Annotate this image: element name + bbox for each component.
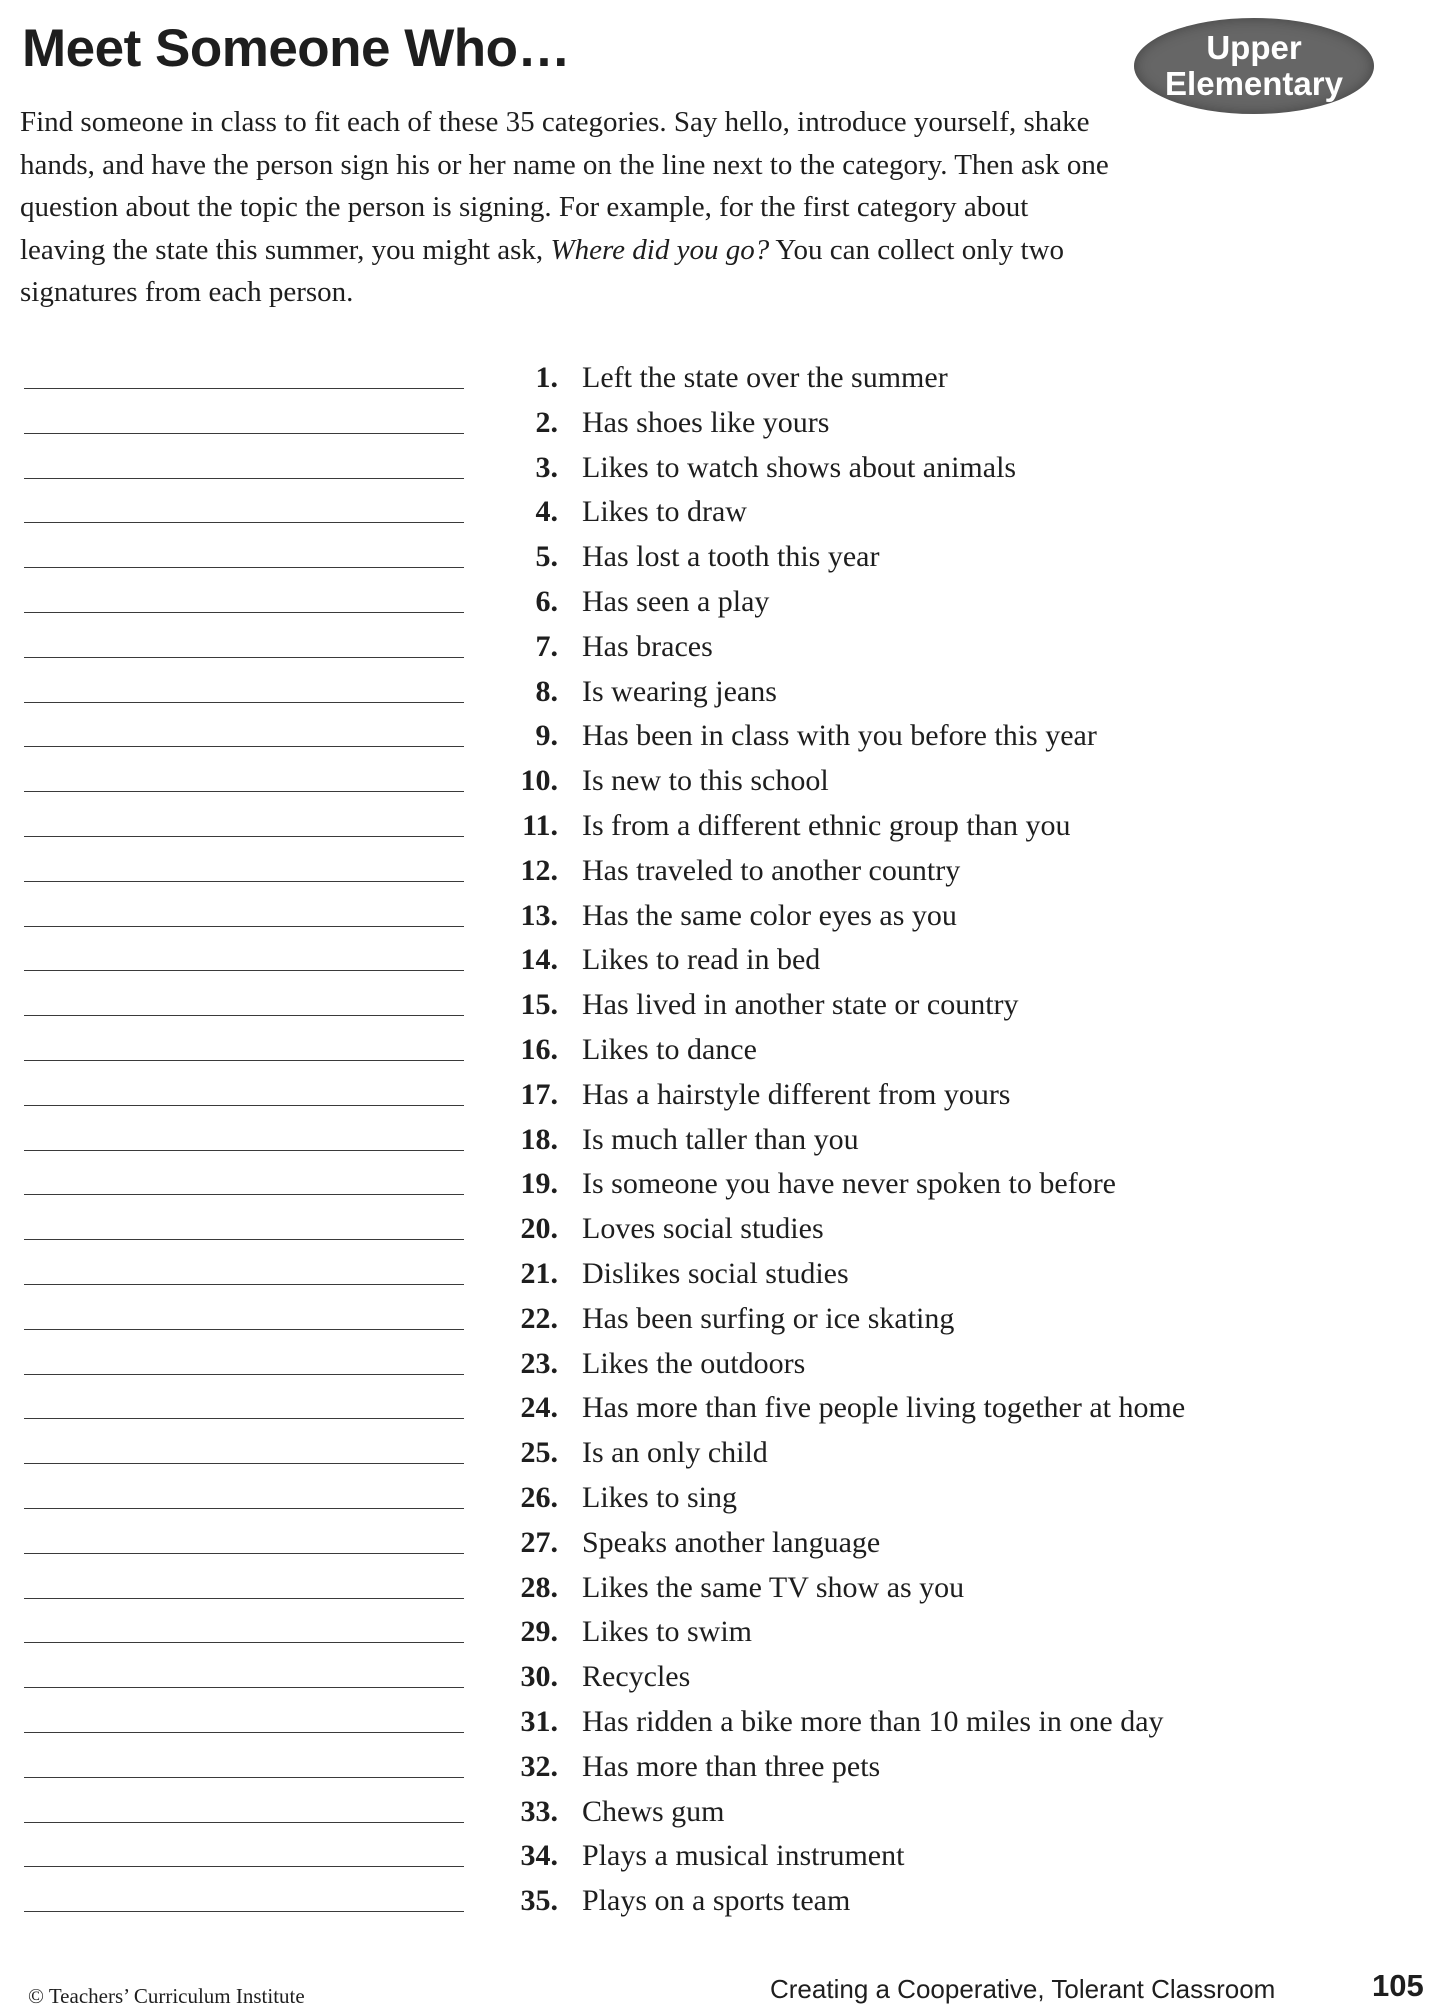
signature-line[interactable] — [24, 881, 464, 882]
category-number: 10. — [520, 764, 558, 798]
category-label: Has lost a tooth this year — [582, 540, 880, 574]
category-number: 11. — [522, 808, 558, 842]
signature-line[interactable] — [24, 657, 464, 658]
badge-line-1: Upper — [1206, 29, 1302, 66]
signature-line[interactable] — [24, 522, 464, 523]
category-label: Speaks another language — [582, 1525, 881, 1559]
signature-line[interactable] — [24, 1777, 464, 1778]
category-row — [0, 1164, 1440, 1209]
signature-line[interactable] — [24, 567, 464, 568]
signature-line[interactable] — [24, 970, 464, 971]
category-label: Has shoes like yours — [582, 405, 830, 439]
copyright-notice: © Teachers’ Curriculum Institute — [28, 1984, 305, 2008]
signature-line[interactable] — [24, 746, 464, 747]
category-label: Likes the same TV show as you — [582, 1570, 965, 1604]
category-label: Has lived in another state or country — [582, 988, 1019, 1022]
badge-line-2: Elementary — [1165, 65, 1343, 102]
category-number: 31. — [520, 1704, 558, 1738]
signature-line[interactable] — [24, 1418, 464, 1419]
category-row — [0, 1030, 1440, 1075]
signature-line[interactable] — [24, 1553, 464, 1554]
category-number: 24. — [520, 1391, 558, 1425]
category-row — [0, 940, 1440, 985]
category-label: Is much taller than you — [582, 1122, 859, 1156]
category-number: 12. — [520, 853, 558, 887]
category-label: Likes to sing — [582, 1480, 737, 1514]
signature-line[interactable] — [24, 1642, 464, 1643]
category-number: 34. — [520, 1839, 558, 1873]
category-number: 14. — [520, 943, 558, 977]
category-row — [0, 1612, 1440, 1657]
category-number: 6. — [535, 584, 558, 618]
category-row — [0, 1433, 1440, 1478]
category-label: Has a hairstyle different from yours — [582, 1077, 1011, 1111]
category-number: 32. — [520, 1749, 558, 1783]
signature-line[interactable] — [24, 612, 464, 613]
category-row — [0, 492, 1440, 537]
category-list — [0, 358, 1440, 1926]
category-label: Plays a musical instrument — [582, 1839, 905, 1873]
signature-line[interactable] — [24, 1822, 464, 1823]
category-row — [0, 716, 1440, 761]
instructions-example-question: Where did you go? — [550, 233, 770, 266]
category-number: 28. — [520, 1570, 558, 1604]
category-row — [0, 403, 1440, 448]
category-row — [0, 627, 1440, 672]
category-number: 30. — [520, 1660, 558, 1694]
category-number: 8. — [535, 674, 558, 708]
signature-line[interactable] — [24, 1194, 464, 1195]
signature-line[interactable] — [24, 388, 464, 389]
category-row — [0, 985, 1440, 1030]
signature-line[interactable] — [24, 1598, 464, 1599]
category-number: 3. — [535, 450, 558, 484]
category-number: 27. — [520, 1525, 558, 1559]
category-number: 26. — [520, 1480, 558, 1514]
category-label: Is new to this school — [582, 764, 829, 798]
category-number: 21. — [520, 1256, 558, 1290]
category-row — [0, 896, 1440, 941]
category-label: Has more than five people living together at home — [582, 1391, 1186, 1425]
category-row — [0, 851, 1440, 896]
category-number: 23. — [520, 1346, 558, 1380]
category-number: 13. — [520, 898, 558, 932]
category-label: Chews gum — [582, 1794, 725, 1828]
category-row — [0, 1075, 1440, 1120]
category-row — [0, 1568, 1440, 1613]
category-number: 1. — [535, 361, 558, 394]
category-row — [0, 1836, 1440, 1881]
category-row — [0, 672, 1440, 717]
category-number: 4. — [535, 495, 558, 529]
category-row — [0, 1792, 1440, 1837]
signature-line[interactable] — [24, 1060, 464, 1061]
signature-line[interactable] — [24, 1150, 464, 1151]
category-label: Is an only child — [582, 1436, 768, 1470]
signature-line[interactable] — [24, 1463, 464, 1464]
grade-level-badge — [1134, 18, 1374, 114]
category-number: 9. — [535, 719, 558, 753]
category-row — [0, 761, 1440, 806]
category-label: Is from a different ethnic group than you — [582, 808, 1071, 842]
instructions-paragraph — [20, 101, 1110, 314]
category-label: Likes the outdoors — [582, 1346, 806, 1380]
signature-line[interactable] — [24, 1374, 464, 1375]
signature-line[interactable] — [24, 1015, 464, 1016]
category-number: 15. — [520, 988, 558, 1022]
instructions-text: Find someone in class to fit each of these 35 categories. Say hello, introduce yourself, shake hands, and have the person sign his or her name on the line next to the category. Then ask one question about the topic the person is signing. For example, for the first category about leaving the state this summer, you might ask, — [20, 106, 1109, 266]
category-label: Has been surfing or ice skating — [582, 1301, 955, 1335]
signature-line[interactable] — [24, 1732, 464, 1733]
signature-line[interactable] — [24, 1329, 464, 1330]
category-label: Is wearing jeans — [582, 674, 777, 708]
category-label: Likes to read in bed — [582, 943, 821, 977]
instructions-text-end: You can collect only two signatures from each person. — [20, 233, 1065, 308]
signature-line[interactable] — [24, 1866, 464, 1867]
category-row — [0, 1344, 1440, 1389]
signature-line[interactable] — [24, 926, 464, 927]
category-label: Likes to watch shows about animals — [582, 450, 1017, 484]
category-label: Has seen a play — [582, 584, 770, 618]
section-title: Creating a Cooperative, Tolerant Classroom — [770, 1974, 1276, 2004]
category-row — [0, 1657, 1440, 1702]
category-label: Loves social studies — [582, 1212, 824, 1246]
category-label: Likes to draw — [582, 495, 747, 529]
category-row — [0, 537, 1440, 582]
category-row — [0, 1478, 1440, 1523]
category-number: 20. — [520, 1212, 558, 1246]
category-label: Has been in class with you before this year — [582, 719, 1097, 753]
category-row — [0, 1209, 1440, 1254]
category-number: 2. — [535, 405, 558, 439]
category-label: Recycles — [582, 1660, 691, 1694]
category-number: 16. — [520, 1032, 558, 1066]
category-label: Has braces — [582, 629, 713, 663]
signature-line[interactable] — [24, 478, 464, 479]
category-number: 35. — [520, 1884, 558, 1918]
category-number: 7. — [535, 629, 558, 663]
signature-line[interactable] — [24, 1105, 464, 1106]
category-number: 5. — [535, 540, 558, 574]
signature-line[interactable] — [24, 1911, 464, 1912]
category-label: Has traveled to another country — [582, 853, 961, 887]
signature-line[interactable] — [24, 433, 464, 434]
category-label: Dislikes social studies — [582, 1256, 849, 1290]
category-number: 17. — [520, 1077, 558, 1111]
signature-line[interactable] — [24, 1508, 464, 1509]
page-number: 105 — [1372, 1968, 1424, 2003]
category-row — [0, 358, 1440, 403]
category-label: Has ridden a bike more than 10 miles in one day — [582, 1704, 1164, 1738]
category-row — [0, 1881, 1440, 1926]
category-row — [0, 448, 1440, 493]
category-row — [0, 1523, 1440, 1568]
signature-line[interactable] — [24, 1687, 464, 1688]
category-row — [0, 1388, 1440, 1433]
category-label: Likes to swim — [582, 1615, 752, 1649]
category-number: 18. — [520, 1122, 558, 1156]
category-label: Likes to dance — [582, 1032, 757, 1066]
signature-line[interactable] — [24, 1239, 464, 1240]
signature-line[interactable] — [24, 1284, 464, 1285]
category-row — [0, 806, 1440, 851]
category-label: Is someone you have never spoken to before — [582, 1167, 1116, 1201]
category-row — [0, 1254, 1440, 1299]
category-number: 22. — [520, 1301, 558, 1335]
category-label: Left the state over the summer — [582, 361, 948, 394]
category-number: 33. — [520, 1794, 558, 1828]
signature-line[interactable] — [24, 791, 464, 792]
signature-line[interactable] — [24, 702, 464, 703]
category-label: Has the same color eyes as you — [582, 898, 957, 932]
category-number: 25. — [520, 1436, 558, 1470]
category-row — [0, 1702, 1440, 1747]
category-number: 29. — [520, 1615, 558, 1649]
category-row — [0, 1120, 1440, 1165]
category-number: 19. — [520, 1167, 558, 1201]
category-row — [0, 1299, 1440, 1344]
category-row — [0, 1747, 1440, 1792]
page-title: Meet Someone Who… — [22, 19, 571, 78]
category-label: Has more than three pets — [582, 1749, 881, 1783]
signature-line[interactable] — [24, 836, 464, 837]
category-label: Plays on a sports team — [582, 1884, 851, 1918]
category-row — [0, 582, 1440, 627]
